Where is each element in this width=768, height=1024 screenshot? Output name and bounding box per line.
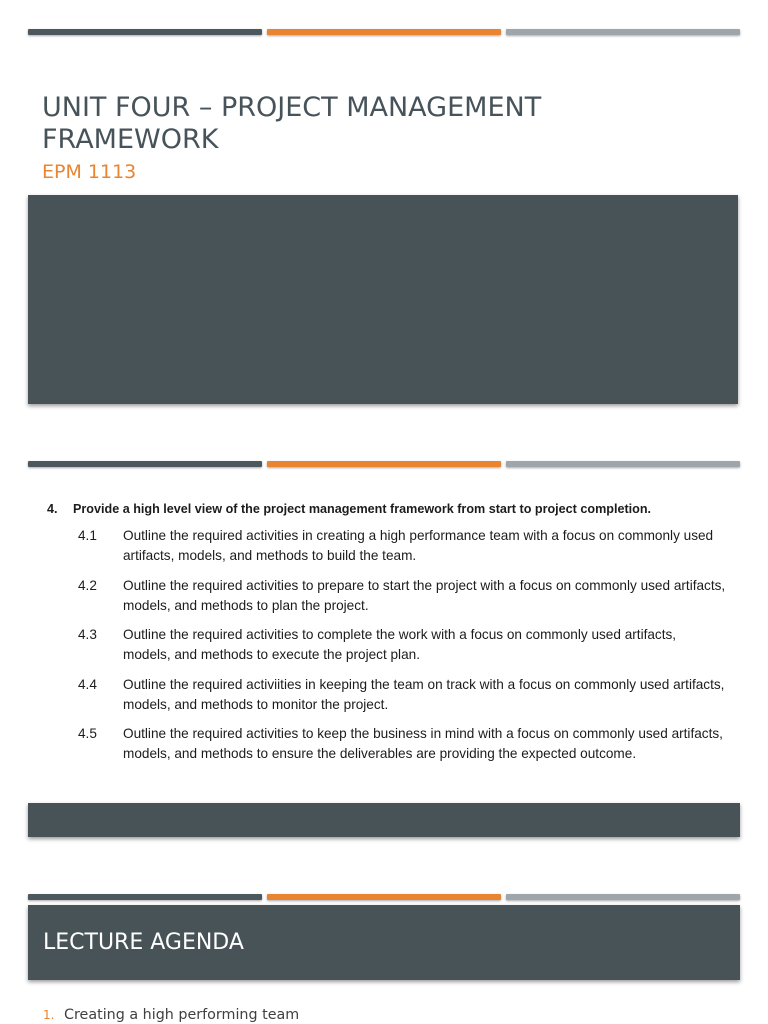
outcome-item — [0, 576, 768, 616]
accent-segment-gray — [506, 29, 740, 35]
outcome-item-text: artifacts, models, and methods to build the team. — [123, 548, 417, 563]
outcome-item-number: 4.5 — [78, 726, 97, 741]
outcome-item-number: 4.4 — [78, 676, 97, 692]
agenda-header — [28, 905, 740, 980]
outcomes-footer-panel — [28, 803, 740, 837]
outcomes-slide — [0, 440, 768, 860]
accent-segment-gray — [506, 894, 740, 900]
accent-segment-slate — [28, 894, 262, 900]
outcome-item — [0, 675, 768, 715]
accent-bar — [28, 461, 740, 467]
outcome-heading — [0, 499, 768, 519]
agenda-list-item — [43, 1007, 299, 1023]
outcome-heading-text: Provide a high level view of the project management framework from start to project completion. — [73, 502, 652, 516]
outcome-item-text: Outline the required activiities in keeping the team on track with a focus on commonly used artifacts, — [123, 676, 725, 692]
outcome-item-text: models, and methods to monitor the project. — [123, 696, 389, 712]
outcome-heading-number: 4. — [47, 502, 58, 516]
slide-subtitle: EPM 1113 — [42, 161, 137, 183]
accent-bar — [28, 894, 740, 900]
agenda-title: LECTURE AGENDA — [43, 929, 244, 955]
accent-segment-slate — [28, 29, 262, 35]
accent-segment-orange — [267, 29, 501, 35]
outcome-item-text: Outline the required activities to prepare to start the project with a focus on commonly used artifacts, — [123, 577, 726, 593]
outcome-item-text: Outline the required activities to complete the work with a focus on commonly used artifacts, — [123, 627, 677, 642]
outcome-item-text: Outline the required activities in creating a high performance team with a focus on commonly used — [123, 528, 714, 543]
slide-title: UNIT FOUR – PROJECT MANAGEMENT FRAMEWORK — [42, 92, 542, 155]
outcome-item — [0, 724, 768, 764]
outcome-item-number: 4.1 — [78, 528, 97, 543]
accent-segment-orange — [267, 894, 501, 900]
outcome-item-text: models, and methods to ensure the deliverables are providing the expected outcome. — [123, 746, 637, 761]
accent-segment-slate — [28, 461, 262, 467]
agenda-slide — [0, 880, 768, 1024]
agenda-item-number: 1. — [43, 1008, 55, 1022]
outcome-item-number: 4.3 — [78, 627, 97, 642]
outcome-item-text: models, and methods to execute the project plan. — [123, 647, 420, 662]
outcome-item-text: models, and methods to plan the project. — [123, 597, 369, 613]
title-slide — [0, 0, 768, 430]
outcome-item — [0, 625, 768, 665]
learning-outcomes — [0, 499, 768, 764]
accent-bar — [28, 29, 740, 35]
title-slide-panel — [28, 195, 738, 404]
outcome-item — [0, 526, 768, 566]
agenda-item-text: Creating a high performing team — [64, 1007, 300, 1023]
accent-segment-gray — [506, 461, 740, 467]
outcome-item-text: Outline the required activities to keep the business in mind with a focus on commonly used artifacts, — [123, 726, 723, 741]
accent-segment-orange — [267, 461, 501, 467]
outcome-item-number: 4.2 — [78, 577, 97, 593]
